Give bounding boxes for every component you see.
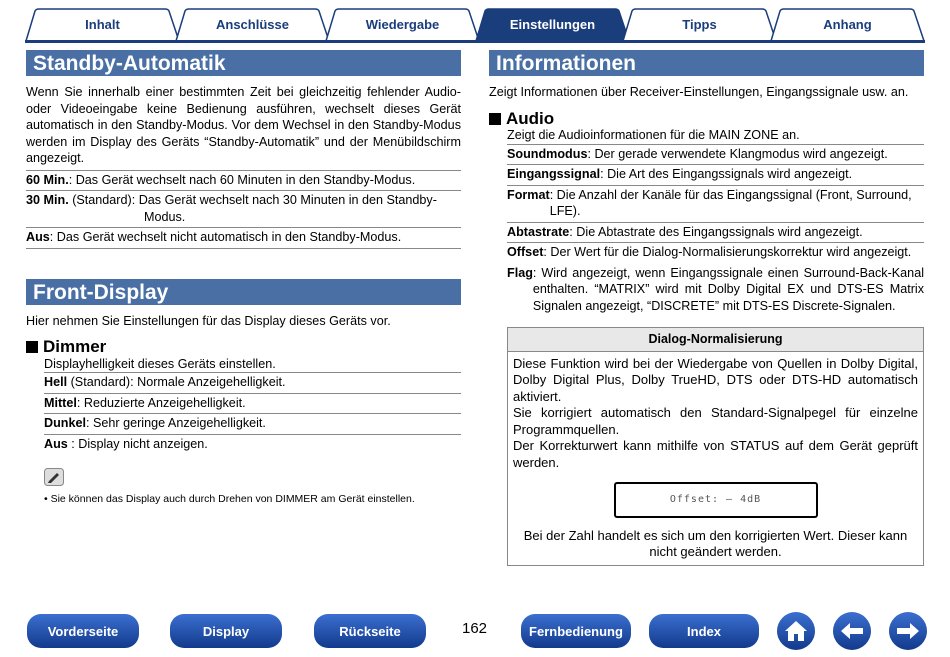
box-para-2: Sie korrigiert automatisch den Standard-Signalpegel für einzelne Programmquellen. (513, 405, 918, 437)
arrow-right-icon (895, 620, 921, 642)
chapter-tabs (25, 8, 925, 44)
info-row-eingangssignal: Eingangssignal : Die Art des Eingangssignals wird angezeigt. (507, 164, 924, 185)
tab-anhang[interactable] (770, 8, 925, 42)
tab-label: Anschlüsse (216, 17, 289, 32)
tab-wiedergabe[interactable] (325, 8, 480, 42)
box-title: Dialog-Normalisierung (508, 328, 923, 352)
home-icon (783, 619, 809, 643)
audio-block (489, 127, 924, 566)
right-column (489, 50, 924, 566)
section-title-front-display: Front-Display (26, 279, 461, 305)
dimmer-heading: Dimmer (26, 339, 461, 356)
dimmer-desc: Displayhelligkeit dieses Geräts einstellen. (44, 356, 276, 371)
left-column (26, 50, 461, 507)
box-para-4: Bei der Zahl handelt es sich um den korrigierten Wert. Dieser kann nicht geändert werden. (523, 527, 908, 560)
box-para-1: Diese Funktion wird bei der Wiedergabe von Quellen in Dolby Digital, Dolby Digital Plus, Dolby TrueHD, DTS oder DTS-HD automatisch aktiviert. (513, 355, 918, 404)
dialog-normalisierung-box (507, 327, 924, 566)
tab-anschluesse[interactable] (175, 8, 330, 42)
standby-option-aus: Aus: Das Gerät wechselt nicht automatisch in den Standby-Modus. (26, 227, 461, 249)
tab-einstellungen[interactable] (475, 8, 630, 42)
box-body (508, 352, 923, 565)
info-row-format: Format : Die Anzahl der Kanäle für das Eingangssignal (Front, Surround, LFE). (507, 185, 924, 222)
index-button[interactable]: Index (649, 614, 759, 648)
info-row-abtastrate: Abtastrate : Die Abtastrate des Eingangssignals wird angezeigt. (507, 222, 924, 244)
front-display-note: • Sie können das Display auch durch Drehen von DIMMER am Gerät einstellen. (44, 492, 415, 505)
vorderseite-button[interactable]: Vorderseite (27, 614, 139, 648)
tab-label: Inhalt (85, 17, 120, 32)
note-pencil-icon (44, 468, 461, 491)
dimmer-option-hell: Hell (Standard): Normale Anzeigehelligkeit. (44, 372, 461, 393)
forward-button[interactable] (889, 612, 927, 650)
tab-label: Einstellungen (509, 17, 596, 32)
info-intro: Zeigt Informationen über Receiver-Einstellungen, Eingangssignale usw. an. (489, 85, 909, 99)
dimmer-option-dunkel: Dunkel: Sehr geringe Anzeigehelligkeit. (44, 413, 461, 434)
tab-rule (25, 40, 925, 43)
page-number: 162 (462, 620, 488, 637)
section-title-informationen: Informationen (489, 50, 924, 76)
standby-option-60: 60 Min.: Das Gerät wechselt nach 60 Minuten in den Standby-Modus. (26, 170, 461, 191)
rueckseite-button[interactable]: Rückseite (314, 614, 426, 648)
audio-heading: Audio (489, 111, 924, 128)
display-button[interactable]: Display (170, 614, 282, 648)
info-row-offset: Offset : Der Wert für die Dialog-Normalisierungskorrektur wird angezeigt. (507, 245, 912, 259)
box-para-3: Der Korrekturwert kann mithilfe von STATUS auf dem Gerät geprüft werden. (513, 438, 918, 471)
standby-options (26, 170, 461, 249)
front-display-intro: Hier nehmen Sie Einstellungen für das Display dieses Geräts vor. (26, 313, 391, 328)
dimmer-block (26, 356, 461, 508)
home-button[interactable] (777, 612, 815, 650)
info-row-flag: Flag : Wird angezeigt, wenn Eingangssignale einen Surround-Back-Kanal enthalten. “MATRIX” wird mit Dolby Digital EX und DTS-ES Matrix Signalen angezeigt, “DISCRETE” mit DTS-ES Discrete-Signalen. (507, 265, 924, 313)
dimmer-option-aus: Aus : Display nicht anzeigen. (44, 434, 461, 455)
arrow-left-icon (839, 620, 865, 642)
tab-label: Wiedergabe (365, 17, 440, 32)
fernbedienung-button[interactable]: Fernbedienung (521, 614, 631, 648)
info-row-soundmodus: Soundmodus : Der gerade verwendete Klangmodus wird angezeigt. (507, 144, 924, 165)
standby-option-30: 30 Min. (Standard): Das Gerät wechselt nach 30 Minuten in den Standby- Modus. (26, 190, 461, 227)
dimmer-option-mittel: Mittel: Reduzierte Anzeigehelligkeit. (44, 393, 461, 414)
tab-tipps[interactable] (622, 8, 777, 42)
tab-label: Anhang (823, 17, 872, 32)
audio-desc: Zeigt die Audioinformationen für die MAIN ZONE an. (507, 128, 800, 142)
square-bullet-icon (489, 113, 501, 125)
tab-label: Tipps (682, 17, 717, 32)
tab-inhalt[interactable] (25, 8, 180, 42)
square-bullet-icon (26, 341, 38, 353)
back-button[interactable] (833, 612, 871, 650)
section-title-standby: Standby-Automatik (26, 50, 461, 76)
standby-intro: Wenn Sie innerhalb einer bestimmten Zeit bei gleichzeitig fehlender Audio- oder Videoeingabe keine Bedienung ausführen, wechselt dieses Gerät automatisch in den Standby-Modus. Vor dem Wechsel in den Standby-Modus werden im Display des Geräts “Standby-Automatik” und der Menübildschirm angezeigt. (26, 85, 461, 165)
display-readout: Offset: – 4dB (614, 482, 818, 518)
